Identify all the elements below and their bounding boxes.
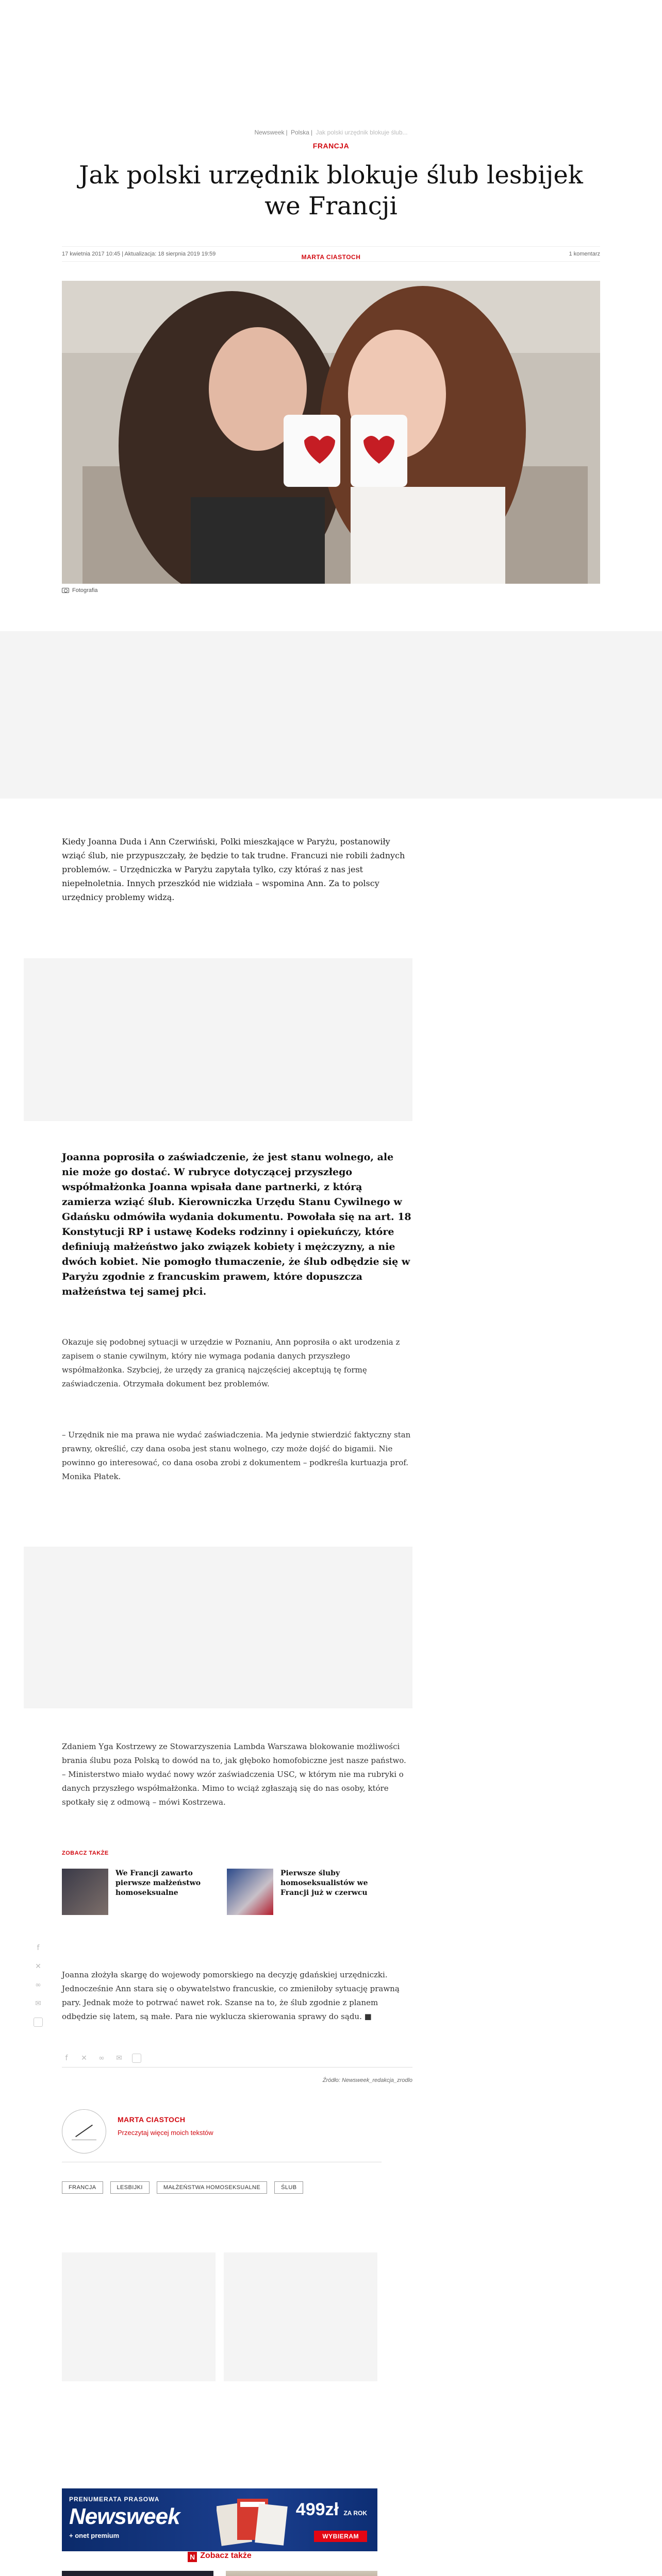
magazine-covers-icon — [217, 2495, 289, 2546]
ad-slot-right — [224, 2252, 377, 2381]
related-thumbnail — [227, 1869, 273, 1915]
author-byline[interactable]: MARTA CIASTOCH — [301, 253, 361, 261]
article-title: Jak polski urzędnik blokuje ślub lesbijek we Francji — [79, 161, 583, 221]
article-paragraph: Okazuje się podobnej sytuacji w urzędzie w Poznaniu, Ann poprosiła o akt urodzenia z zapisem o stanie cywilnym, który nie wymaga podania danych przyszłego współmałżonka. Szybciej, że urzędy za granicą najczęściej akceptują tę formę zaświadczenia. Otrzymała dokument bez problemów. — [62, 1337, 400, 1388]
facebook-icon[interactable]: f — [37, 1944, 40, 1952]
photo-credit-text: Fotografia — [72, 587, 98, 594]
related-thumbnail — [62, 1869, 108, 1915]
comment-icon[interactable] — [132, 2054, 141, 2063]
ad-slot-left — [62, 2252, 216, 2381]
author-more-link[interactable]: Przeczytaj więcej moich tekstów — [118, 2129, 213, 2137]
newsweek-n-icon: N — [188, 2552, 197, 2562]
promo-select-button[interactable]: WYBIERAM — [314, 2531, 367, 2542]
section-label[interactable]: FRANCJA — [312, 142, 350, 150]
author-name[interactable]: MARTA CIASTOCH — [118, 2115, 186, 2124]
breadcrumb-item-home[interactable]: Newsweek — [254, 129, 285, 136]
tag-chip[interactable]: FRANCJA — [62, 2181, 103, 2194]
tag-chip[interactable]: ŚLUB — [274, 2181, 303, 2194]
camera-icon — [62, 588, 69, 593]
breadcrumb: Newsweek | Polska | Jak polski urzędnik blokuje ślub... — [254, 129, 408, 136]
article-paragraph: – Urzędnik nie ma prawa nie wydać zaświadczenia. Ma jedynie stwierdzić faktyczny stan prawny, określić, czy dana osoba jest stanu wolnego, czy może dojść do bigamii. Nie powinno go interesować, co dana osoba zrobi z dokumentem – podkreśla kurtuazja prof. Monika Płatek. — [62, 1430, 411, 1481]
article-source: Źródło: Newsweek_redakcja_zrodlo — [322, 2077, 412, 2083]
tag-chip[interactable]: LESBIJKI — [110, 2181, 150, 2194]
tag-list — [62, 2181, 382, 2194]
article-intro: Kiedy Joanna Duda i Ann Czerwiński, Polki mieszkające w Paryżu, postanowiły wziąć ślub, nie przypuszczały, że będzie to tak trudne. Francuzi nie robili żadnych problemów. – Urzędniczka w Paryżu zapytała tylko, czy któraś z nas jest niepełnoletnia. Innych przeszkód nie widziała – wspomina Ann. Za to polscy urzędnicy problemy widzą. — [62, 837, 405, 902]
breadcrumb-item-section[interactable]: Polska — [290, 129, 309, 136]
ad-slot-inline-1 — [24, 958, 412, 1121]
teaser-card[interactable] — [226, 2571, 377, 2576]
link-icon[interactable]: ∞ — [98, 2054, 105, 2062]
x-icon[interactable]: ✕ — [35, 1962, 41, 1971]
related-title[interactable]: We Francji zawarto pierwsze małżeństwo homoseksualne — [115, 1869, 201, 1897]
link-icon[interactable]: ∞ — [35, 1981, 41, 1989]
related-item[interactable] — [62, 1869, 217, 1915]
promo-line: PRENUMERATA PRASOWA — [69, 2496, 160, 2503]
breadcrumb-item-current: Jak polski urzędnik blokuje ślub... — [316, 129, 408, 136]
hero-photo — [62, 281, 600, 584]
teaser-image[interactable] — [226, 2571, 377, 2576]
related-label: ZOBACZ TAKŻE — [62, 1850, 109, 1856]
teaser-image[interactable] — [62, 2571, 213, 2576]
tag-chip[interactable]: MAŁŻEŃSTWA HOMOSEKSUALNE — [157, 2181, 267, 2194]
x-icon[interactable]: ✕ — [81, 2054, 87, 2062]
hero-image — [62, 281, 600, 584]
article-paragraph: Joanna złożyła skargę do wojewody pomorskiego na decyzję gdańskiej urzędniczki. Jednocześnie Ann stara się o obywatelstwo francuskie, co zmieniłoby sytuację prawną pary. Jednak może to potrwać nawet rok. Szanse na to, że ślub zgodnie z planem odbędzie się latem, są małe. Para nie wyklucza skierowania sprawy do sądu. ■ — [62, 1970, 400, 2021]
photo-credit — [62, 587, 98, 594]
author-avatar[interactable] — [62, 2109, 106, 2154]
mail-icon[interactable]: ✉ — [35, 1999, 41, 2008]
subscription-banner[interactable] — [62, 2488, 377, 2551]
ad-slot-inline-2 — [24, 1547, 412, 1708]
ad-slot-top — [0, 631, 662, 799]
article-lead: Joanna poprosiła o zaświadczenie, że jest stanu wolnego, ale nie może go dostać. W rubryce dotyczącej przyszłego współmałżonka Joanna wpisała dane partnerki, z którą zamierza wziąć ślub. Kierowniczka Urzędu Stanu Cywilnego w Gdańsku odmówiła wydania dokumentu. Powołała się na art. 18 Konstytucji RP i ustawę Kodeks rodzinny i opiekuńczy, które definiują małżeństwo jako związek kobiety i mężczyzny, a nie dwóch kobiet. Nie pomogło tłumaczenie, że ślub odbędzie się w Paryżu zgodnie z francuskim prawem, które dopuszcza małżeństwa tej samej płci. — [62, 1151, 411, 1297]
promo-brand: Newsweek — [69, 2504, 180, 2529]
article-paragraph: Zdaniem Yga Kostrzewy ze Stowarzyszenia Lambda Warszawa blokowanie możliwości brania ślubu poza Polską to dowód na to, jak głęboko homofobiczne jest nasze państwo. – Ministerstwo miało wydać nowy wzór zaświadczenia USC, w którym nie ma rubryki o danych przyszłego współmałżonka. Mimo to wciąż zgłaszają się do nas osoby, które spotkały się z odmową – mówi Kostrzewa. — [62, 1742, 406, 1807]
teaser-card[interactable] — [62, 2571, 213, 2576]
comments-link[interactable]: 1 komentarz — [569, 251, 600, 257]
share-rail — [33, 1943, 43, 2027]
share-row — [62, 2054, 141, 2063]
article-dates: 17 kwietnia 2017 10:45 | Aktualizacja: 18 sierpnia 2019 19:59 — [62, 251, 216, 257]
author-box — [62, 2108, 382, 2158]
related-item[interactable] — [227, 1869, 382, 1915]
facebook-icon[interactable]: f — [65, 2054, 68, 2062]
promo-price: 499zł ZA ROK — [295, 2500, 367, 2519]
mail-icon[interactable]: ✉ — [116, 2054, 122, 2062]
promo-addon: + onet premium — [69, 2532, 120, 2539]
see-also-heading: N Zobacz także — [62, 2551, 377, 2562]
related-title[interactable]: Pierwsze śluby homoseksualistów we Francji już w czerwcu — [280, 1869, 368, 1897]
comment-icon[interactable] — [34, 2018, 43, 2027]
